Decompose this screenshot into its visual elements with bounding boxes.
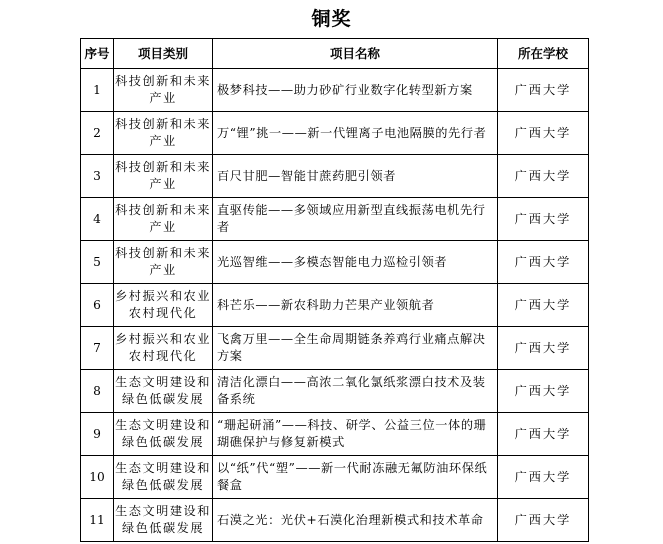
row-school: 广西大学 (498, 69, 589, 112)
row-name: 光巡智维——多模态智能电力巡检引领者 (213, 241, 498, 284)
row-name: 石漠之光：光伏+石漠化治理新模式和技术革命 (213, 499, 498, 542)
row-no: 9 (81, 413, 114, 456)
row-category: 生态文明建设和绿色低碳发展 (114, 370, 213, 413)
header-no: 序号 (81, 39, 114, 69)
table-row (81, 241, 589, 284)
row-school: 广西大学 (498, 198, 589, 241)
header-school: 所在学校 (498, 39, 589, 69)
row-category: 乡村振兴和农业农村现代化 (114, 327, 213, 370)
row-category: 科技创新和未来产业 (114, 69, 213, 112)
table-row (81, 456, 589, 499)
table-row (81, 499, 589, 542)
row-name: 极梦科技——助力砂矿行业数字化转型新方案 (213, 69, 498, 112)
header-category: 项目类别 (114, 39, 213, 69)
table-row (81, 284, 589, 327)
table-row (81, 413, 589, 456)
row-category: 科技创新和未来产业 (114, 155, 213, 198)
row-category: 生态文明建设和绿色低碳发展 (114, 413, 213, 456)
table-row (81, 155, 589, 198)
row-category: 科技创新和未来产业 (114, 198, 213, 241)
row-name: 飞禽万里——全生命周期链条养鸡行业痛点解决方案 (213, 327, 498, 370)
row-school: 广西大学 (498, 155, 589, 198)
table-header-row (81, 39, 589, 69)
row-category: 科技创新和未来产业 (114, 241, 213, 284)
row-name: 清洁化漂白——高浓二氧化氯纸浆漂白技术及装备系统 (213, 370, 498, 413)
row-school: 广西大学 (498, 112, 589, 155)
row-no: 4 (81, 198, 114, 241)
row-no: 10 (81, 456, 114, 499)
row-school: 广西大学 (498, 241, 589, 284)
row-name: 万“锂”挑一——新一代锂离子电池隔膜的先行者 (213, 112, 498, 155)
row-no: 6 (81, 284, 114, 327)
row-no: 1 (81, 69, 114, 112)
page-title: 铜奖 (311, 8, 352, 30)
row-school: 广西大学 (498, 370, 589, 413)
table-row (81, 198, 589, 241)
row-no: 2 (81, 112, 114, 155)
row-no: 3 (81, 155, 114, 198)
row-school: 广西大学 (498, 456, 589, 499)
table-row (81, 69, 589, 112)
row-school: 广西大学 (498, 284, 589, 327)
row-no: 11 (81, 499, 114, 542)
row-no: 5 (81, 241, 114, 284)
row-name: 以“纸”代“塑”——新一代耐冻融无氟防油环保纸餐盒 (213, 456, 498, 499)
row-no: 7 (81, 327, 114, 370)
row-school: 广西大学 (498, 413, 589, 456)
row-name: 直驱传能——多领域应用新型直线振荡电机先行者 (213, 198, 498, 241)
header-name: 项目名称 (213, 39, 498, 69)
row-school: 广西大学 (498, 327, 589, 370)
row-category: 科技创新和未来产业 (114, 112, 213, 155)
table-row (81, 112, 589, 155)
row-name: “珊起研涌”——科技、研学、公益三位一体的珊瑚礁保护与修复新模式 (213, 413, 498, 456)
row-school: 广西大学 (498, 499, 589, 542)
row-category: 生态文明建设和绿色低碳发展 (114, 499, 213, 542)
row-name: 科芒乐——新农科助力芒果产业领航者 (213, 284, 498, 327)
row-category: 乡村振兴和农业农村现代化 (114, 284, 213, 327)
awards-table (80, 38, 589, 542)
row-category: 生态文明建设和绿色低碳发展 (114, 456, 213, 499)
row-no: 8 (81, 370, 114, 413)
row-name: 百尺甘肥—智能甘蔗药肥引领者 (213, 155, 498, 198)
table-row (81, 370, 589, 413)
table-row (81, 327, 589, 370)
